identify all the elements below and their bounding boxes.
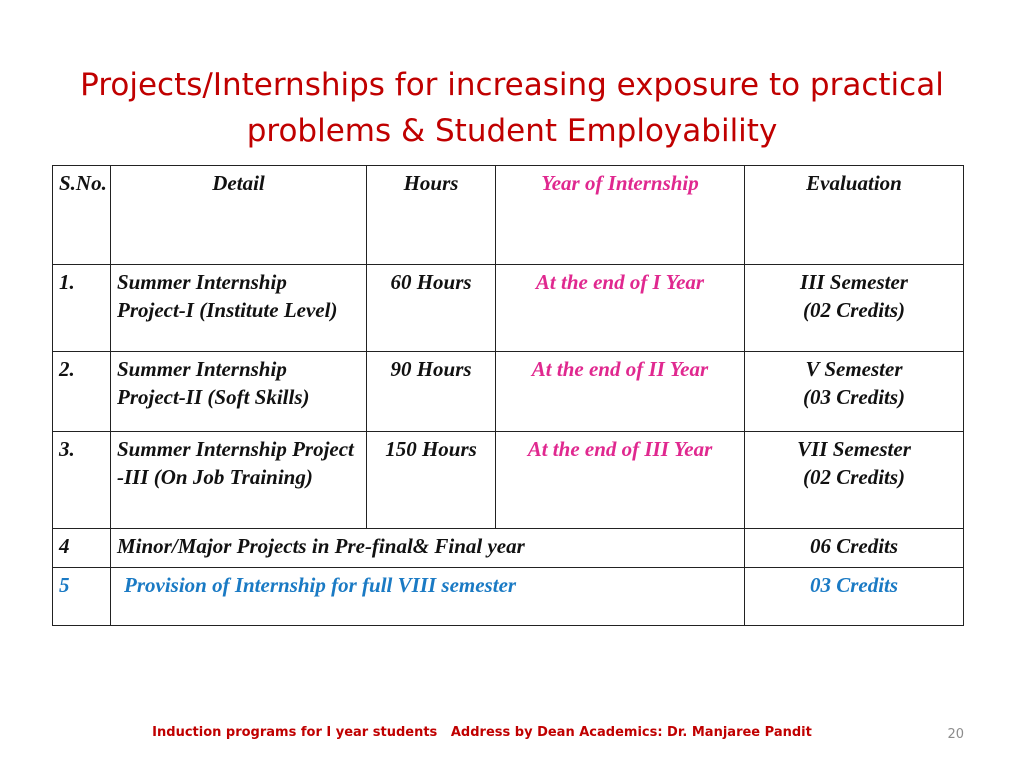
cell-evaluation: 03 Credits	[745, 568, 964, 626]
cell-evaluation	[745, 352, 964, 432]
page-number: 20	[947, 727, 964, 742]
header-sno: S.No.	[53, 166, 111, 265]
cell-year: At the end of III Year	[496, 432, 745, 529]
cell-detail: Provision of Internship for full VIII semester	[111, 568, 745, 626]
evaluation-semester: V Semester	[805, 357, 903, 381]
header-hours: Hours	[367, 166, 496, 265]
header-evaluation: Evaluation	[745, 166, 964, 265]
cell-evaluation: 06 Credits	[745, 529, 964, 568]
cell-hours: 150 Hours	[367, 432, 496, 529]
internship-table	[52, 165, 964, 626]
table-header-row	[53, 166, 964, 265]
header-detail: Detail	[111, 166, 367, 265]
cell-sno: 5	[53, 568, 111, 626]
cell-evaluation	[745, 265, 964, 352]
slide-title: Projects/Internships for increasing exposure to practical problems & Student Employability	[80, 67, 944, 149]
cell-sno: 1.	[53, 265, 111, 352]
cell-hours: 60 Hours	[367, 265, 496, 352]
table-row	[53, 568, 964, 626]
cell-year: At the end of II Year	[496, 352, 745, 432]
cell-evaluation	[745, 432, 964, 529]
cell-sno: 4	[53, 529, 111, 568]
table-row	[53, 432, 964, 529]
table-row	[53, 352, 964, 432]
evaluation-credits: (03 Credits)	[802, 385, 906, 409]
cell-sno: 3.	[53, 432, 111, 529]
table-row	[53, 265, 964, 352]
evaluation-credits: (02 Credits)	[802, 465, 906, 489]
evaluation-credits: (02 Credits)	[802, 298, 906, 322]
evaluation-semester: VII Semester	[797, 437, 911, 461]
table-row	[53, 529, 964, 568]
cell-detail: Summer Internship Project-I (Institute Level)	[111, 265, 367, 352]
evaluation-semester: III Semester	[800, 270, 908, 294]
cell-detail: Minor/Major Projects in Pre-final& Final year	[111, 529, 745, 568]
cell-detail: Summer Internship Project -III (On Job Training)	[111, 432, 367, 529]
cell-detail: Summer Internship Project-II (Soft Skills)	[111, 352, 367, 432]
cell-hours: 90 Hours	[367, 352, 496, 432]
footer-text: Induction programs for I year students Address by Dean Academics: Dr. Manjaree Pandit	[152, 725, 812, 740]
cell-year: At the end of I Year	[496, 265, 745, 352]
header-year: Year of Internship	[496, 166, 745, 265]
cell-sno: 2.	[53, 352, 111, 432]
